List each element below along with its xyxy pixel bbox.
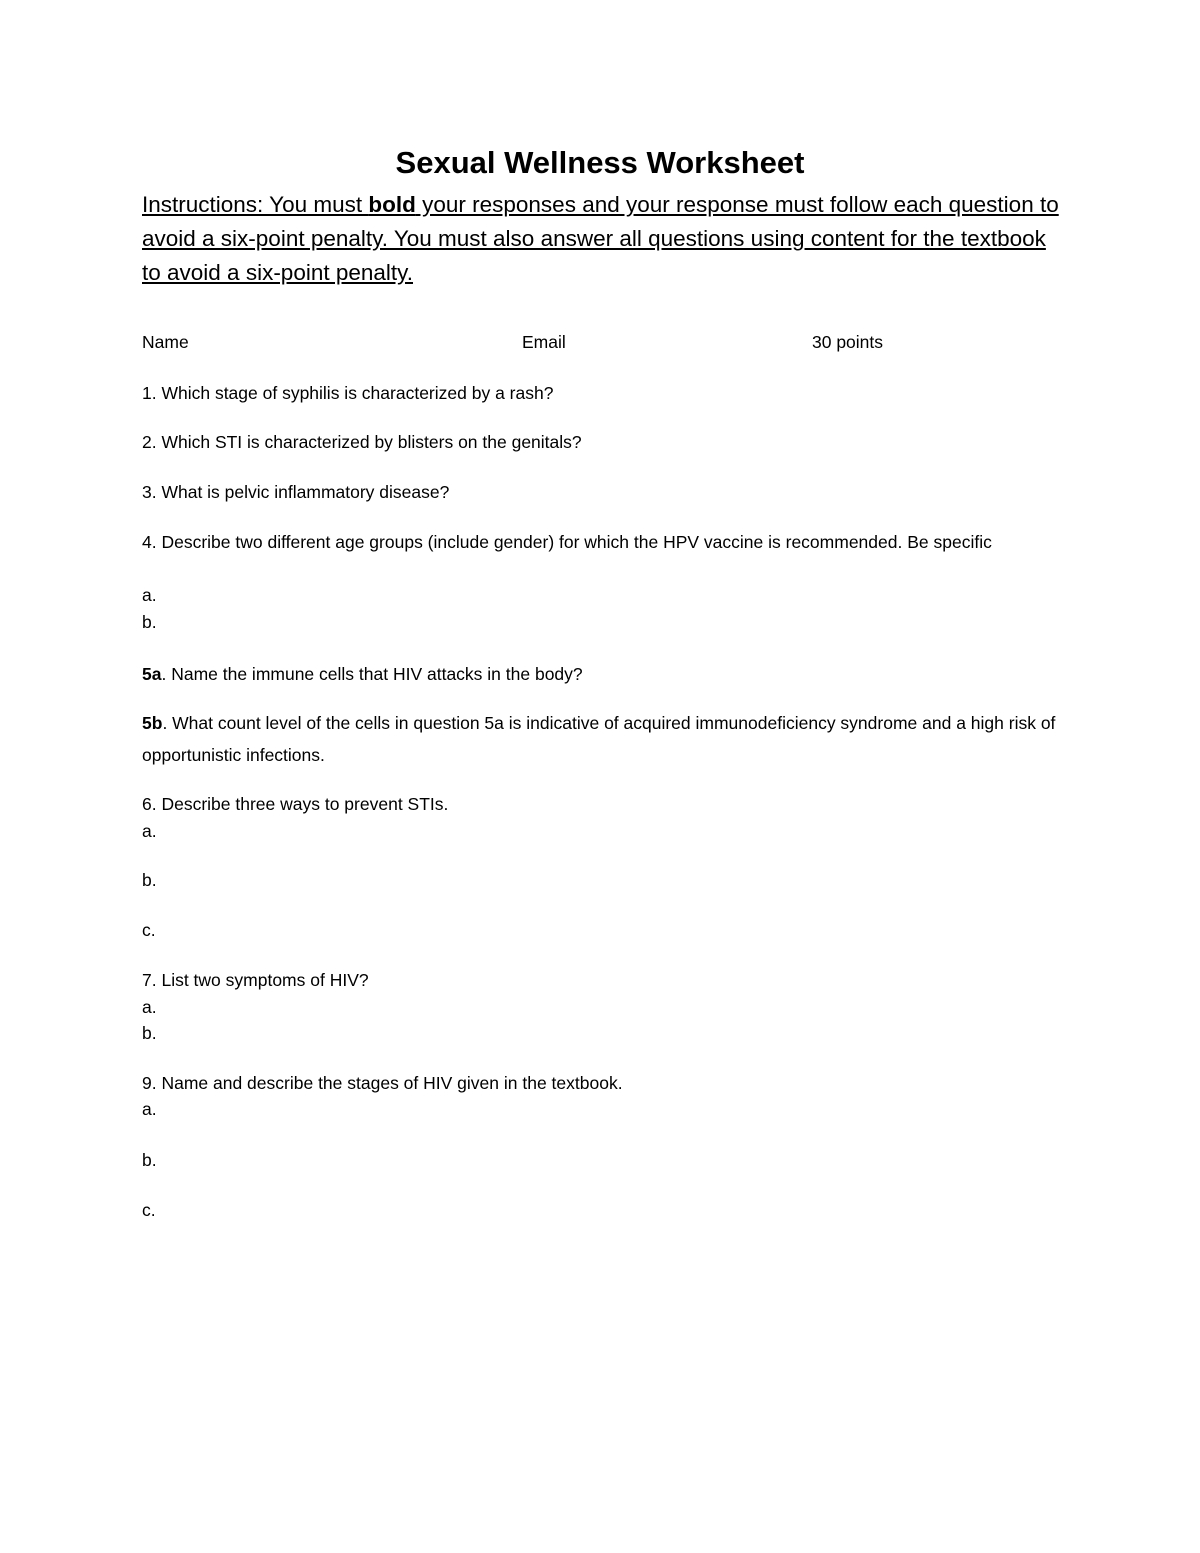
question-number: 3 <box>142 482 152 502</box>
instructions-text-2: your responses and your response must follow each question to avoid a six-point penalty. You must also answer all questions using content for the textbook to avoid a six-point penalty. <box>142 192 1059 285</box>
question-number: 7 <box>142 970 152 990</box>
answer-4a-label: a. <box>142 585 157 605</box>
answer-6b-label: b. <box>142 870 157 890</box>
question-number: 5b <box>142 713 163 733</box>
question-7 <box>142 968 369 992</box>
question-5a <box>142 662 583 686</box>
question-9 <box>142 1071 623 1095</box>
answer-6a-label: a. <box>142 821 157 841</box>
answer-4b-label: b. <box>142 612 157 632</box>
answer-9a-label: a. <box>142 1099 157 1119</box>
question-4 <box>142 529 1067 556</box>
question-text: . What count level of the cells in question 5a is indicative of acquired immunodeficiency syndrome and a high risk of opportunistic infections. <box>142 713 1056 765</box>
answer-7a-label: a. <box>142 997 157 1017</box>
instructions-text-1: Instructions: You must <box>142 192 369 217</box>
email-field-label: Email <box>522 332 566 352</box>
instructions-bold-word: bold <box>368 192 416 217</box>
question-number: 5a <box>142 664 162 684</box>
points-label: 30 points <box>812 332 884 352</box>
question-2 <box>142 430 582 454</box>
question-text: . List two symptoms of HIV? <box>151 970 369 990</box>
question-text: . Which STI is characterized by blisters on the genitals? <box>151 432 582 452</box>
question-text: . What is pelvic inflammatory disease? <box>151 482 450 502</box>
name-field-label: Name <box>142 332 189 352</box>
question-number: 4 <box>142 532 152 552</box>
instructions <box>142 188 1062 290</box>
question-text: . Name and describe the stages of HIV given in the textbook. <box>151 1073 623 1093</box>
question-number: 1 <box>142 383 152 403</box>
question-1 <box>142 381 553 405</box>
page-title: Sexual Wellness Worksheet <box>395 145 805 180</box>
answer-7b-label: b. <box>142 1023 157 1043</box>
answer-9b-label: b. <box>142 1150 157 1170</box>
question-3 <box>142 480 449 504</box>
question-text: . Describe three ways to prevent STIs. <box>151 794 449 814</box>
question-text: . Which stage of syphilis is characterized by a rash? <box>151 383 554 403</box>
question-5b <box>142 707 1067 771</box>
question-6 <box>142 792 448 816</box>
question-text: . Name the immune cells that HIV attacks in the body? <box>161 664 583 684</box>
question-text: . Describe two different age groups (include gender) for which the HPV vaccine is recommended. Be specific <box>151 532 992 552</box>
answer-6c-label: c. <box>142 920 156 940</box>
question-number: 9 <box>142 1073 152 1093</box>
question-number: 6 <box>142 794 152 814</box>
question-number: 2 <box>142 432 152 452</box>
answer-9c-label: c. <box>142 1200 156 1220</box>
